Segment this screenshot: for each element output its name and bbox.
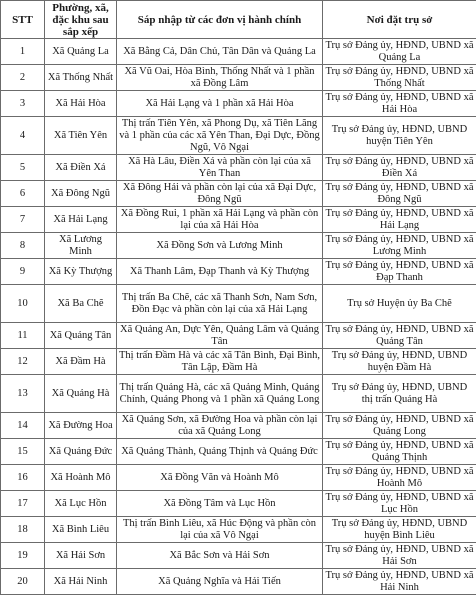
row-merged: Thị trấn Quảng Hà, các xã Quảng Minh, Quảng Chính, Quảng Phong và 1 phần xã Quảng Long <box>117 375 323 413</box>
row-office: Trụ sở Đảng ủy, HĐND, UBND xã Quảng Thịnh <box>323 439 476 465</box>
table-row <box>1 543 476 569</box>
row-stt: 2 <box>1 65 45 91</box>
row-office: Trụ sở Đảng ủy, HĐND, UBND huyện Tiên Yên <box>323 117 476 155</box>
table-row <box>1 349 476 375</box>
table-row <box>1 91 476 117</box>
header-ward: Phường, xã, đặc khu sau sắp xếp <box>45 1 117 39</box>
table-body <box>1 39 476 595</box>
row-stt: 17 <box>1 491 45 517</box>
table-row <box>1 465 476 491</box>
row-office: Trụ sở Đảng ủy, HĐND, UBND xã Thống Nhất <box>323 65 476 91</box>
row-stt: 18 <box>1 517 45 543</box>
row-stt: 11 <box>1 323 45 349</box>
row-merged: Xã Thanh Lâm, Đạp Thanh và Kỳ Thượng <box>117 259 323 285</box>
row-ward: Xã Quảng Hà <box>45 375 117 413</box>
row-stt: 16 <box>1 465 45 491</box>
row-stt: 6 <box>1 181 45 207</box>
table-row <box>1 233 476 259</box>
row-merged: Xã Bằng Cả, Dân Chủ, Tân Dân và Quảng La <box>117 39 323 65</box>
table-row <box>1 155 476 181</box>
row-ward: Xã Hoành Mô <box>45 465 117 491</box>
row-merged: Thị trấn Tiên Yên, xã Phong Dụ, xã Tiên Lãng và 1 phần của các xã Yên Than, Đại Dực, Đồng Ngũ, Vô Ngại <box>117 117 323 155</box>
row-office: Trụ sở Đảng ủy, HĐND, UBND xã Điền Xá <box>323 155 476 181</box>
header-office: Nơi đặt trụ sở <box>323 1 476 39</box>
row-ward: Xã Hải Sơn <box>45 543 117 569</box>
table-row <box>1 117 476 155</box>
table-row <box>1 375 476 413</box>
row-ward: Xã Kỳ Thượng <box>45 259 117 285</box>
row-merged: Thị trấn Ba Chẽ, các xã Thanh Sơn, Nam Sơn, Đồn Đạc và phần còn lại của xã Hải Lạng <box>117 285 323 323</box>
table-row <box>1 39 476 65</box>
row-office: Trụ sở Đảng ủy, HĐND, UBND xã Hoành Mô <box>323 465 476 491</box>
row-office: Trụ sở Đảng ủy, HĐND, UBND xã Lục Hồn <box>323 491 476 517</box>
row-stt: 20 <box>1 569 45 595</box>
row-office: Trụ sở Đảng ủy, HĐND, UBND xã Đông Ngũ <box>323 181 476 207</box>
row-merged: Xã Quảng Thành, Quảng Thịnh và Quảng Đức <box>117 439 323 465</box>
row-ward: Xã Ba Chẽ <box>45 285 117 323</box>
row-merged: Xã Hải Lạng và 1 phần xã Hải Hòa <box>117 91 323 117</box>
table-row <box>1 207 476 233</box>
table-row <box>1 569 476 595</box>
row-ward: Xã Lương Minh <box>45 233 117 259</box>
row-office: Trụ sở Đảng ủy, HĐND, UBND xã Quảng La <box>323 39 476 65</box>
row-merged: Xã Đồng Văn và Hoành Mô <box>117 465 323 491</box>
row-ward: Xã Đầm Hà <box>45 349 117 375</box>
row-ward: Xã Lục Hồn <box>45 491 117 517</box>
row-office: Trụ sở Đảng ủy, HĐND, UBND xã Lương Minh <box>323 233 476 259</box>
row-merged: Xã Đồng Sơn và Lương Minh <box>117 233 323 259</box>
row-office: Trụ sở Đảng ủy, HĐND, UBND huyện Bình Liêu <box>323 517 476 543</box>
row-ward: Xã Đông Ngũ <box>45 181 117 207</box>
table-row <box>1 285 476 323</box>
row-ward: Xã Hải Ninh <box>45 569 117 595</box>
row-merged: Xã Quảng Sơn, xã Đường Hoa và phần còn lại của xã Quảng Long <box>117 413 323 439</box>
row-stt: 3 <box>1 91 45 117</box>
row-ward: Xã Quảng Đức <box>45 439 117 465</box>
table-row <box>1 181 476 207</box>
row-ward: Xã Bình Liêu <box>45 517 117 543</box>
table-row <box>1 65 476 91</box>
row-ward: Xã Điền Xá <box>45 155 117 181</box>
row-merged: Xã Quảng An, Dực Yên, Quảng Lâm và Quảng Tân <box>117 323 323 349</box>
row-merged: Xã Đông Hải và phần còn lại của xã Đại Dực, Đông Ngũ <box>117 181 323 207</box>
row-ward: Xã Quảng Tân <box>45 323 117 349</box>
row-stt: 5 <box>1 155 45 181</box>
row-office: Trụ sở Đảng ủy, HĐND, UBND xã Hải Lạng <box>323 207 476 233</box>
row-stt: 15 <box>1 439 45 465</box>
row-stt: 1 <box>1 39 45 65</box>
row-stt: 8 <box>1 233 45 259</box>
row-office: Trụ sở Đảng ủy, HĐND, UBND xã Hải Hòa <box>323 91 476 117</box>
row-stt: 12 <box>1 349 45 375</box>
row-office: Trụ sở Đảng ủy, HĐND, UBND xã Quảng Tân <box>323 323 476 349</box>
row-merged: Xã Đồng Tâm và Lục Hồn <box>117 491 323 517</box>
row-office: Trụ sở Huyện ủy Ba Chẽ <box>323 285 476 323</box>
table-row <box>1 259 476 285</box>
row-ward: Xã Hải Hòa <box>45 91 117 117</box>
row-office: Trụ sở Đảng ủy, HĐND, UBND huyện Đầm Hà <box>323 349 476 375</box>
row-stt: 10 <box>1 285 45 323</box>
header-merged: Sáp nhập từ các đơn vị hành chính <box>117 1 323 39</box>
row-stt: 7 <box>1 207 45 233</box>
row-merged: Thị trấn Đầm Hà và các xã Tân Bình, Đại Bình, Tân Lập, Đầm Hà <box>117 349 323 375</box>
row-office: Trụ sở Đảng ủy, HĐND, UBND xã Hải Ninh <box>323 569 476 595</box>
table-row <box>1 323 476 349</box>
row-stt: 13 <box>1 375 45 413</box>
table-header-row <box>1 1 476 39</box>
table-row <box>1 517 476 543</box>
table-row <box>1 413 476 439</box>
row-merged: Xã Vũ Oai, Hòa Bình, Thống Nhất và 1 phần xã Đồng Lâm <box>117 65 323 91</box>
row-stt: 9 <box>1 259 45 285</box>
row-merged: Xã Bắc Sơn và Hải Sơn <box>117 543 323 569</box>
table-row <box>1 491 476 517</box>
row-stt: 14 <box>1 413 45 439</box>
row-merged: Xã Đồng Rui, 1 phần xã Hải Lạng và phần còn lại của xã Hải Hòa <box>117 207 323 233</box>
row-ward: Xã Tiên Yên <box>45 117 117 155</box>
row-stt: 19 <box>1 543 45 569</box>
row-merged: Xã Hà Lâu, Điền Xá và phần còn lại của xã Yên Than <box>117 155 323 181</box>
row-ward: Xã Đường Hoa <box>45 413 117 439</box>
row-office: Trụ sở Đảng ủy, HĐND, UBND xã Quảng Long <box>323 413 476 439</box>
row-stt: 4 <box>1 117 45 155</box>
row-merged: Xã Quảng Nghĩa và Hải Tiến <box>117 569 323 595</box>
row-merged: Thị trấn Bình Liêu, xã Húc Động và phần còn lại của xã Vô Ngại <box>117 517 323 543</box>
row-office: Trụ sở Đảng ủy, HĐND, UBND xã Hải Sơn <box>323 543 476 569</box>
header-stt: STT <box>1 1 45 39</box>
row-office: Trụ sở Đảng ủy, HĐND, UBND xã Đạp Thanh <box>323 259 476 285</box>
table-row <box>1 439 476 465</box>
row-ward: Xã Thống Nhất <box>45 65 117 91</box>
row-ward: Xã Quảng La <box>45 39 117 65</box>
row-ward: Xã Hải Lạng <box>45 207 117 233</box>
row-office: Trụ sở Đảng ủy, HĐND, UBND thị trấn Quảng Hà <box>323 375 476 413</box>
